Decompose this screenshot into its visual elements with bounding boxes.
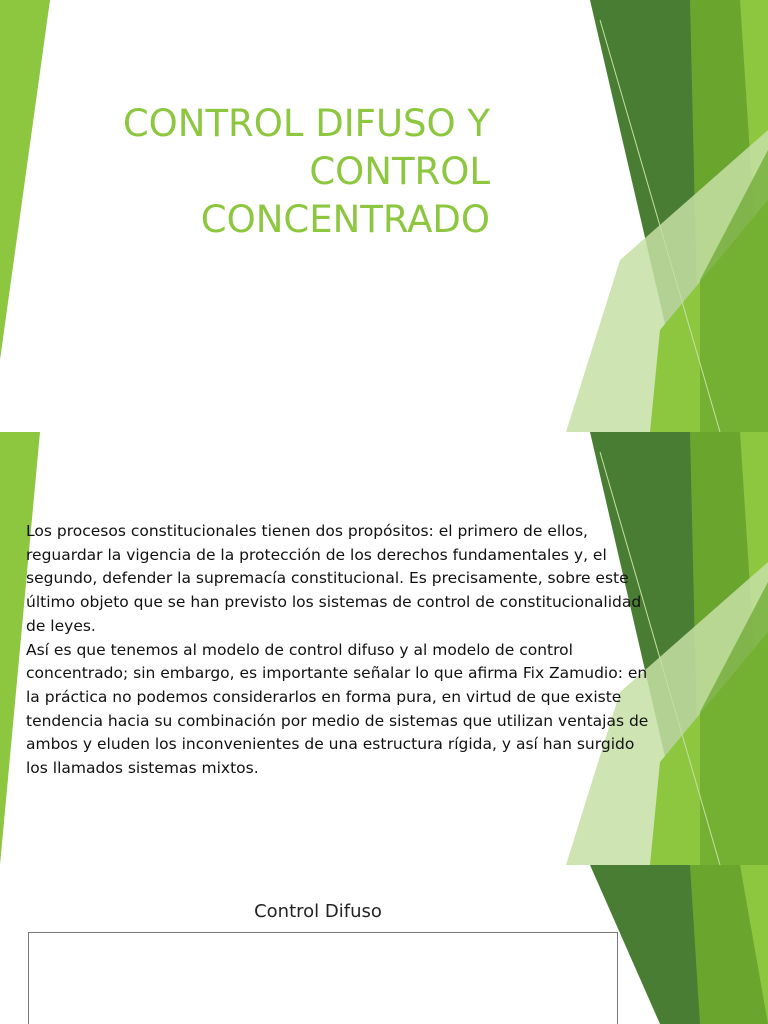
- content-box: [28, 932, 618, 1024]
- slide-title: [0, 0, 768, 432]
- slide-title-text: [0, 100, 490, 244]
- slide-body: [0, 432, 768, 865]
- paragraph-1: Los procesos constitucionales tienen dos propósitos: el primero de ellos, reguardar la vigencia de la protección de los derechos fundamentales y, el segundo, defender la supremacía constitucional. Es precisamente, sobre este último objeto que se han previsto los sistemas de control de constitucionalidad de leyes.: [26, 522, 642, 635]
- paragraph-2: Así es que tenemos al modelo de control difuso y al modelo de control concentrado; sin embargo, es importante señalar lo que afirma Fix Zamudio: en la práctica no podemos considerarlos en forma pura, en virtud de que existe tendencia hacia su combinación por medio de sistemas que utilizan ventajas de ambos y eluden los inconvenientes de una estructura rígida, y así han surgido los llamados sistemas mixtos.: [26, 640, 649, 778]
- slide-heading: Control Difuso: [254, 901, 382, 922]
- title-line-2: CONTROL: [309, 150, 490, 193]
- title-line-3: CONCENTRADO: [200, 198, 490, 241]
- title-line-1: CONTROL DIFUSO Y: [122, 102, 490, 145]
- body-text: [26, 520, 656, 781]
- slide-control-difuso: [0, 865, 768, 1024]
